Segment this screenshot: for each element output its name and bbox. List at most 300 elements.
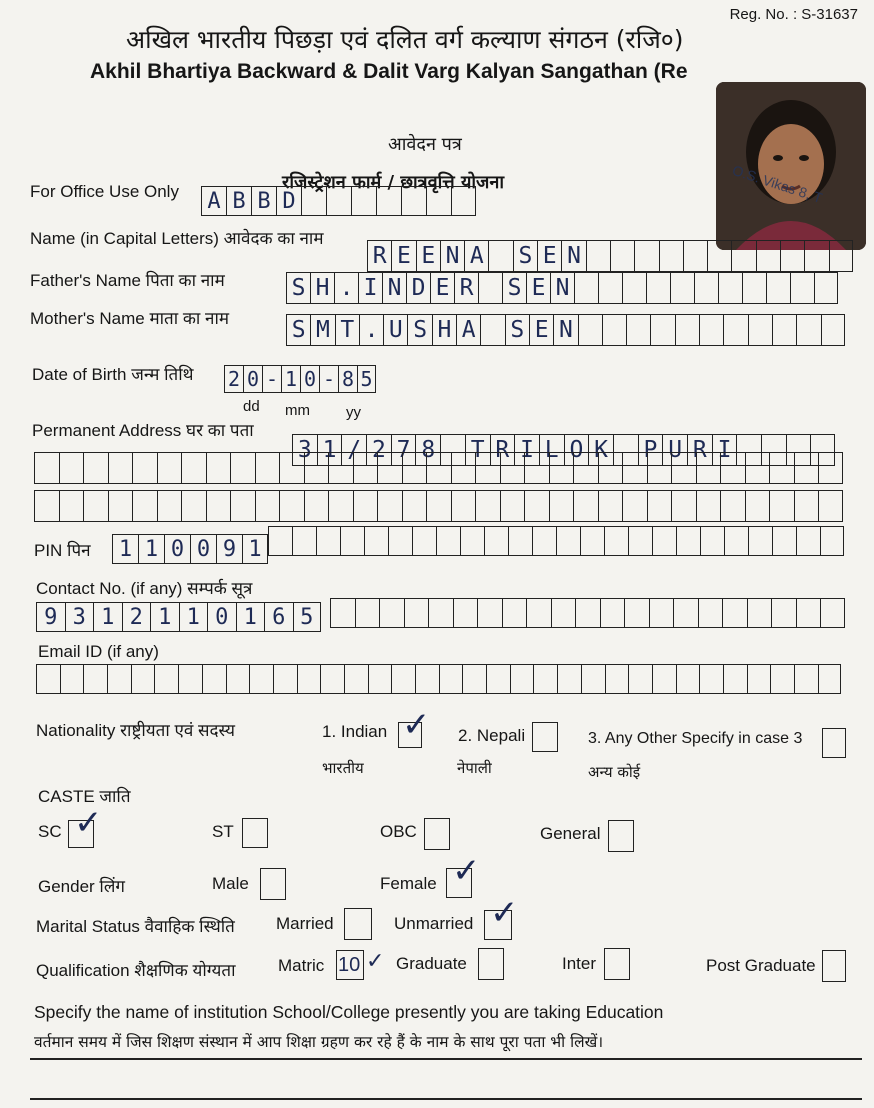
char-box[interactable] [453,598,478,628]
char-box[interactable] [818,664,842,694]
char-box[interactable] [36,664,60,694]
char-box[interactable] [622,452,647,484]
char-box[interactable]: 2 [122,602,151,632]
char-box[interactable] [391,664,415,694]
char-box[interactable]: U [662,434,687,466]
char-box[interactable]: O [564,434,589,466]
char-box[interactable] [480,314,504,346]
char-box[interactable] [388,526,412,556]
char-box[interactable] [647,452,672,484]
char-box[interactable] [439,664,463,694]
char-box[interactable]: 3 [65,602,94,632]
char-box[interactable] [249,664,273,694]
char-box[interactable] [652,526,676,556]
char-box[interactable] [60,664,84,694]
char-box[interactable] [206,452,231,484]
address-field-line3[interactable] [34,490,843,522]
char-box[interactable] [628,526,652,556]
char-box[interactable] [500,490,525,522]
char-box[interactable] [401,186,426,216]
char-box[interactable] [426,490,451,522]
char-box[interactable]: 1 [281,365,300,393]
char-box[interactable] [154,664,178,694]
char-box[interactable] [83,452,108,484]
char-box[interactable] [598,272,622,304]
char-box[interactable] [181,490,206,522]
char-box[interactable] [700,526,724,556]
char-box[interactable] [502,598,527,628]
char-box[interactable] [402,452,427,484]
char-box[interactable] [279,490,304,522]
marital-married-checkbox[interactable] [344,908,372,940]
office-use-label: For Office Use Only [30,182,179,201]
char-box[interactable]: U [383,314,407,346]
char-box[interactable]: 0 [164,534,190,564]
char-box[interactable] [598,452,623,484]
char-box[interactable] [829,240,853,272]
contact-field[interactable] [36,602,321,632]
char-box[interactable] [364,526,388,556]
char-box[interactable]: A [456,314,480,346]
char-box[interactable]: 0 [243,365,262,393]
char-box[interactable] [574,272,598,304]
char-box[interactable] [426,186,451,216]
char-box[interactable] [718,272,742,304]
char-box[interactable] [353,452,378,484]
char-box[interactable] [646,272,670,304]
char-box[interactable] [628,664,652,694]
nationality-other-checkbox[interactable] [822,728,846,758]
char-box[interactable] [771,598,796,628]
char-box[interactable]: H [432,314,456,346]
char-box[interactable] [230,490,255,522]
caste-obc-checkbox[interactable] [424,818,450,850]
char-box[interactable]: L [539,434,564,466]
char-box[interactable] [157,490,182,522]
email-field[interactable] [36,664,841,694]
char-box[interactable] [402,490,427,522]
char-box[interactable] [772,526,796,556]
char-box[interactable] [724,526,748,556]
char-box[interactable] [255,452,280,484]
char-box[interactable]: H [310,272,334,304]
char-box[interactable]: 6 [264,602,293,632]
char-box[interactable] [34,490,59,522]
char-box[interactable] [731,240,755,272]
char-box[interactable] [279,452,304,484]
institution-label-english: Specify the name of institution School/College presently you are taking Education [34,1002,664,1022]
char-box[interactable] [675,314,699,346]
char-box[interactable]: 8 [415,434,440,466]
char-box[interactable] [794,664,818,694]
char-box[interactable] [647,490,672,522]
char-box[interactable]: N [550,272,574,304]
char-box[interactable] [404,598,429,628]
char-box[interactable] [604,526,628,556]
char-box[interactable]: N [553,314,577,346]
char-box[interactable] [328,490,353,522]
char-box[interactable] [226,664,250,694]
char-box[interactable] [622,272,646,304]
char-box[interactable] [676,526,700,556]
char-box[interactable]: E [537,240,561,272]
char-box[interactable] [720,490,745,522]
char-box[interactable]: 1 [150,602,179,632]
char-box[interactable] [524,490,549,522]
char-box[interactable]: N [440,240,464,272]
char-box[interactable] [707,240,731,272]
char-box[interactable] [301,186,326,216]
char-box[interactable] [556,526,580,556]
char-box[interactable] [316,526,340,556]
char-box[interactable] [804,240,828,272]
char-box[interactable] [694,272,718,304]
char-box[interactable]: 0 [300,365,319,393]
char-box[interactable] [551,598,576,628]
pin-field[interactable] [112,534,268,564]
char-box[interactable] [297,664,321,694]
form-subtitle-registration: रजिस्ट्रेशन फार्म / छात्रवृत्ति योजना [282,172,505,193]
char-box[interactable] [526,598,551,628]
char-box[interactable] [132,452,157,484]
char-box[interactable]: D [406,272,430,304]
char-box[interactable]: S [286,272,310,304]
char-box[interactable] [451,452,476,484]
char-box[interactable] [699,314,723,346]
char-box[interactable]: I [358,272,382,304]
char-box[interactable] [524,452,549,484]
char-box[interactable] [670,272,694,304]
char-box[interactable]: 1 [93,602,122,632]
char-box[interactable] [377,452,402,484]
char-box[interactable] [580,526,604,556]
char-box[interactable]: 1 [236,602,265,632]
char-box[interactable]: 1 [138,534,164,564]
char-box[interactable] [157,452,182,484]
char-box[interactable] [108,452,133,484]
char-box[interactable] [230,452,255,484]
form-subtitle-application: आवेदन पत्र [388,134,462,155]
char-box[interactable] [720,452,745,484]
char-box[interactable]: 0 [207,602,236,632]
char-box[interactable] [578,314,602,346]
char-box[interactable] [557,664,581,694]
char-box[interactable] [723,314,747,346]
char-box[interactable] [326,186,351,216]
char-box[interactable]: R [687,434,712,466]
char-box[interactable] [598,490,623,522]
char-box[interactable]: R [454,272,478,304]
char-box[interactable] [745,490,770,522]
char-box[interactable] [671,452,696,484]
office-use-grid[interactable] [201,186,476,216]
char-box[interactable] [255,490,280,522]
mother-name-label: Mother's Name माता का नाम [30,309,230,328]
char-box[interactable] [320,664,344,694]
char-box[interactable] [780,240,804,272]
char-box[interactable] [436,526,460,556]
char-box[interactable] [586,240,610,272]
char-box[interactable]: A [464,240,488,272]
char-box[interactable] [820,598,845,628]
char-box[interactable] [573,452,598,484]
char-box[interactable]: N [382,272,406,304]
char-box[interactable] [484,526,508,556]
char-box[interactable] [532,526,556,556]
char-box[interactable]: T [465,434,490,466]
char-box[interactable] [412,526,436,556]
char-box[interactable] [178,664,202,694]
char-box[interactable]: 1 [242,534,268,564]
char-box[interactable] [486,664,510,694]
char-box[interactable] [796,598,821,628]
char-box[interactable]: 0 [190,534,216,564]
char-box[interactable] [353,490,378,522]
char-box[interactable]: 5 [293,602,322,632]
char-box[interactable] [698,598,723,628]
char-box[interactable]: B [251,186,276,216]
char-box[interactable]: E [529,314,553,346]
char-box[interactable] [415,664,439,694]
contact-trailing-boxes [330,598,845,628]
char-box[interactable] [747,598,772,628]
char-box[interactable] [676,664,700,694]
char-box[interactable] [533,664,557,694]
char-box[interactable]: . [359,314,383,346]
father-name-field[interactable] [286,272,838,304]
char-box[interactable] [696,490,721,522]
char-box[interactable] [477,598,502,628]
char-box[interactable] [379,598,404,628]
char-box[interactable] [649,598,674,628]
char-box[interactable]: E [430,272,454,304]
institution-line-2[interactable] [30,1098,862,1100]
char-box[interactable]: S [513,240,537,272]
char-box[interactable] [488,240,512,272]
nationality-nepali-checkbox[interactable] [532,722,558,752]
char-box[interactable] [549,490,574,522]
char-box[interactable]: 5 [357,365,376,393]
registration-number: Reg. No. : S-31637 [729,6,858,23]
char-box[interactable] [820,526,844,556]
char-box[interactable] [573,490,598,522]
char-box[interactable]: 1 [112,534,138,564]
caste-obc-label: OBC [380,822,417,841]
name-field[interactable] [367,240,853,272]
char-box[interactable]: 2 [366,434,391,466]
char-box[interactable]: E [391,240,415,272]
char-box[interactable] [292,526,316,556]
char-box[interactable]: 7 [391,434,416,466]
char-box[interactable] [83,490,108,522]
contact-label: Contact No. (if any) सम्पर्क सूत्र [36,579,253,598]
char-box[interactable] [304,452,329,484]
caste-general-checkbox[interactable] [608,820,634,852]
char-box[interactable] [108,490,133,522]
char-box[interactable] [772,314,796,346]
char-box[interactable] [683,240,707,272]
char-box[interactable] [202,664,226,694]
mother-name-field[interactable] [286,314,845,346]
qualification-postgrad-label: Post Graduate [706,956,816,975]
char-box[interactable] [510,664,534,694]
char-box[interactable] [330,598,355,628]
char-box[interactable]: 1 [179,602,208,632]
char-box[interactable]: B [226,186,251,216]
char-box[interactable] [673,598,698,628]
char-box[interactable] [634,240,658,272]
char-box[interactable] [475,452,500,484]
char-box[interactable] [605,664,629,694]
char-box[interactable] [451,186,476,216]
char-box[interactable] [376,186,401,216]
char-box[interactable]: T [335,314,359,346]
char-box[interactable] [696,452,721,484]
char-box[interactable] [351,186,376,216]
char-box[interactable]: . [334,272,358,304]
char-box[interactable]: / [341,434,366,466]
char-box[interactable] [462,664,486,694]
char-box[interactable] [340,526,364,556]
char-box[interactable] [796,314,820,346]
char-box[interactable]: 1 [317,434,342,466]
char-box[interactable] [107,664,131,694]
char-box[interactable] [34,452,59,484]
char-box[interactable] [818,452,843,484]
char-box[interactable] [699,664,723,694]
char-box[interactable] [575,598,600,628]
char-box[interactable] [460,526,484,556]
char-box[interactable] [83,664,107,694]
nationality-nepali-hindi: नेपाली [457,759,492,777]
char-box[interactable] [581,664,605,694]
caste-st-checkbox[interactable] [242,818,268,848]
char-box[interactable] [428,598,453,628]
char-box[interactable] [745,452,770,484]
char-box[interactable] [600,598,625,628]
gender-male-label: Male [212,874,249,893]
qualification-graduate-checkbox[interactable] [478,948,504,980]
char-box[interactable]: 2 [224,365,243,393]
char-box[interactable] [508,526,532,556]
char-box[interactable] [268,526,292,556]
char-box[interactable] [671,490,696,522]
char-box[interactable]: S [286,314,310,346]
qualification-postgrad-checkbox[interactable] [822,950,846,982]
char-box[interactable] [181,452,206,484]
char-box[interactable] [794,452,819,484]
dob-field[interactable] [224,365,376,393]
char-box[interactable] [451,490,476,522]
char-box[interactable]: 3 [292,434,317,466]
char-box[interactable] [747,664,771,694]
char-box[interactable] [549,452,574,484]
char-box[interactable] [659,240,683,272]
char-box[interactable] [742,272,766,304]
father-name-label: Father's Name पिता का नाम [30,271,225,290]
char-box[interactable] [790,272,814,304]
char-box[interactable] [328,452,353,484]
char-box[interactable] [131,664,155,694]
char-box[interactable]: R [490,434,515,466]
char-box[interactable]: 9 [36,602,65,632]
char-box[interactable]: S [505,314,529,346]
char-box[interactable] [426,452,451,484]
char-box[interactable] [748,526,772,556]
char-box[interactable] [602,314,626,346]
char-box[interactable]: R [367,240,391,272]
char-box[interactable] [622,490,647,522]
gender-male-checkbox[interactable] [260,868,286,900]
photo-stamp-text: O.S. Vikas 8, T [730,161,825,207]
char-box[interactable] [478,272,502,304]
char-box[interactable]: 9 [216,534,242,564]
institution-label-hindi: वर्तमान समय में जिस शिक्षण संस्थान में आप शिक्षा ग्रहण कर रहे हैं के नाम के साथ पूरा पता भी लिखें। [34,1033,604,1051]
char-box[interactable]: M [310,314,334,346]
char-box[interactable]: E [526,272,550,304]
char-box[interactable]: A [201,186,226,216]
char-box[interactable] [756,240,780,272]
char-box[interactable] [355,598,380,628]
char-box[interactable] [818,490,843,522]
char-box[interactable] [273,664,297,694]
char-box[interactable]: N [561,240,585,272]
char-box[interactable]: S [502,272,526,304]
char-box[interactable] [610,240,634,272]
char-box[interactable] [796,526,820,556]
char-box[interactable] [723,664,747,694]
char-box[interactable] [59,490,84,522]
char-box[interactable] [132,490,157,522]
char-box[interactable]: S [407,314,431,346]
char-box[interactable] [624,598,649,628]
char-box[interactable] [304,490,329,522]
char-box[interactable] [652,664,676,694]
char-box[interactable] [766,272,790,304]
char-box[interactable] [814,272,838,304]
char-box[interactable] [475,490,500,522]
char-box[interactable] [368,664,392,694]
institution-line-1[interactable] [30,1058,862,1060]
char-box[interactable] [821,314,845,346]
char-box[interactable] [59,452,84,484]
char-box[interactable] [206,490,231,522]
char-box[interactable]: - [262,365,281,393]
char-box[interactable]: P [638,434,663,466]
char-box[interactable] [769,490,794,522]
char-box[interactable]: I [712,434,737,466]
char-box[interactable]: 8 [338,365,357,393]
qualification-inter-checkbox[interactable] [604,948,630,980]
char-box[interactable] [650,314,674,346]
char-box[interactable] [500,452,525,484]
char-box[interactable] [770,664,794,694]
char-box[interactable] [748,314,772,346]
char-box[interactable]: K [588,434,613,466]
char-box[interactable] [794,490,819,522]
char-box[interactable] [344,664,368,694]
char-box[interactable]: - [319,365,338,393]
char-box[interactable]: I [514,434,539,466]
address-field-line2[interactable] [34,452,843,484]
char-box[interactable]: E [416,240,440,272]
qualification-matric-label: Matric [278,956,325,975]
char-box[interactable] [769,452,794,484]
char-box[interactable] [626,314,650,346]
char-box[interactable]: D [276,186,301,216]
char-box[interactable] [377,490,402,522]
char-box[interactable] [722,598,747,628]
